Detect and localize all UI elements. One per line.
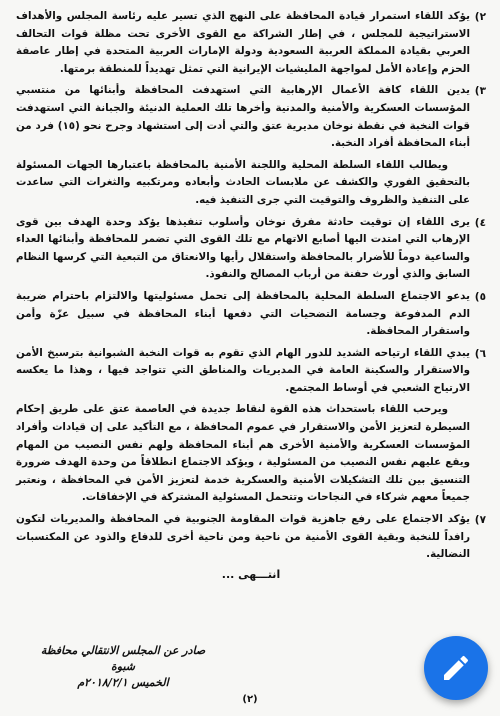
end-mark: انتـــهى ... <box>221 567 281 581</box>
list-item <box>16 345 486 398</box>
signature-issuer: صادر عن المجلس الانتقالي محافظة شبوة <box>40 644 206 673</box>
item-number: ٣) <box>474 85 486 98</box>
list-item <box>16 511 486 564</box>
item-text: يدعو الاجتماع السلطة المحلية بالمحافظة إلى تحمل مسئوليتها والالتزام باحترام ضريبة الدم المدفوعة وجسامة التضحيات التي دفعها أبناء المحافظة في سبيل عزّة وأمن واستقرار المحافظة. <box>16 289 470 338</box>
item-text: يدين اللقاء كافة الأعمال الإرهابية التي استهدفت المحافظة وأبنائها من منتسبي المؤسسات العسكرية والأمنية والمدنية وأخرها تلك العملية الدنيئة والجبانة التي استهدفت قوات النخبة في نقطة نوخان مديرية عتق والتي أدت إلى استشهاد وجرح نحو (١٥) فرد من أبناء المحافظة أفراد النخبة. <box>16 84 470 150</box>
item-text: يؤكد الاجتماع على رفع جاهزية قوات المقاومة الجنوبية في المحافظة والمديريات لتكون رافداً للنخبة وبقية القوى الأمنية من ناحية ومن ناحية أخرى للدفاع والذود عن المكتسبات النضالية. <box>16 513 470 561</box>
item-text: يرى اللقاء إن توقيت حادثة مفرق نوخان وأسلوب تنفيذها يؤكد وحدة الهدف بين قوى الإرهاب التي امتدت اليها أصابع الاتهام مع تلك القوى التي تضمر للمحافظة وأبنائها العداء والساعية دوماً للأضرار بالمحافظة واستقلال رأيها والانعتاق من التبعية التي كرسها النظام السابق والذي أورث حفنة من أرباب المصالح والنفوذ. <box>16 215 470 281</box>
item-text: يؤكد اللقاء استمرار قيادة المحافظة على النهج الذي تسير عليه رئاسة المجلس والأهداف الاستراتيجية للمجلس ، في إطار الشراكة مع القوى الأخرى تحت مظلة قوات التحالف العربي بقيادة المملكة العربية السعودية ودولة الإمارات العربية المتحدة في إطار عاصفة الحزم وإعادة الأمل لمواجهة المليشيات الإيرانية التي تمثل تهديداً للمنطقة برمتها. <box>16 10 470 75</box>
paragraph: ويرحب اللقاء باستحداث هذه القوة لنقاط جديدة في العاصمة عتق على طريق إحكام السيطرة لتعزيز الأمن والاستقرار في عموم المحافظة ، مع التأكيد على إن قيادات وأفراد المؤسسات العسكرية والأمنية الأخرى هم أبناء المحافظة ولهم نفس النصيب من المهام ويقع عليهم نفس النصيب من المسئولية ، ويؤكد الاجتماع انطلاقاً من وحدة الهدف ضرورة التنسيق بين تلك التشكيلات الأمنية والعسكرية خدمة لتعزيز الأمن في المحافظة ، ونعتبر جميعاً معهم شركاء في النجاحات وتتحمل المسئولية المشتركة في الإخفاقات. <box>16 403 470 504</box>
edit-fab-button[interactable] <box>424 636 488 700</box>
signature-block <box>38 643 208 691</box>
paragraph: ويطالب اللقاء السلطة المحلية واللجنة الأمنية بالمحافظة باعتبارها الجهات المسئولة بالتحقيق الفوري والكشف عن ملابسات الحادث وأبعاده ومرتكبيه والثغرات التي ساعدت على التنفيذ والظروف والتوقيت التي جرى التنفيذ فيه. <box>16 158 470 206</box>
list-item <box>16 214 486 284</box>
item-number: ٦) <box>474 347 486 360</box>
page-number: (٢) <box>242 694 258 705</box>
pencil-icon <box>440 652 472 684</box>
item-text: يبدي اللقاء ارتياحه الشديد للدور الهام الذي تقوم به قوات النخبة الشبوانية بترسيخ الأمن والاستقرار والسكينة العامة في المديريات والمناطق التي تتواجد فيها ، وهذا ما يعكسه الارتياح الشعبي في أوساط المجتمع. <box>16 346 470 394</box>
list-item <box>16 82 486 152</box>
item-number: ٧) <box>474 514 486 527</box>
item-number: ٥) <box>474 290 486 303</box>
signature-date: الخميس ٢٠١٨/٢/١م <box>77 676 169 689</box>
list-item <box>16 8 486 78</box>
item-number: ٢) <box>474 11 486 23</box>
item-number: ٤) <box>474 216 486 229</box>
list-item <box>16 288 486 341</box>
